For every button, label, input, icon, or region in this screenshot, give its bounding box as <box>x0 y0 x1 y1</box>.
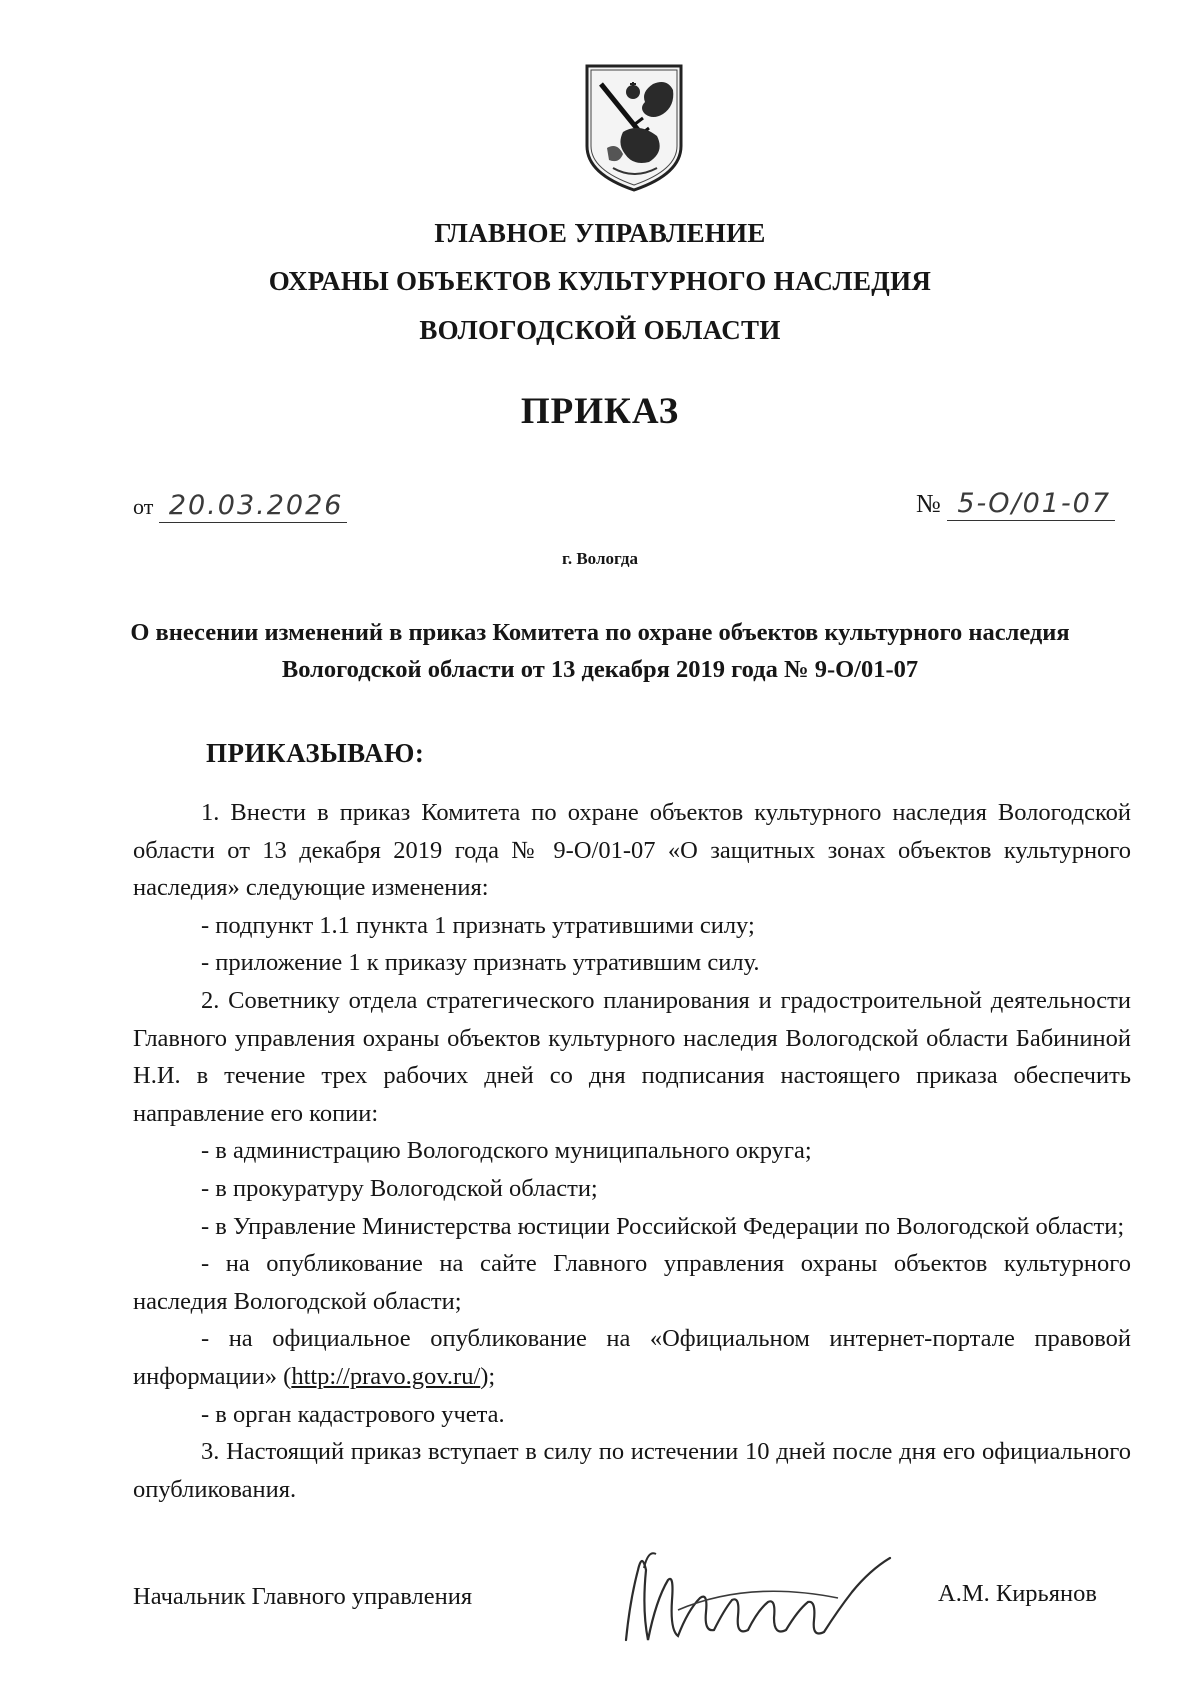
header-line-3: ВОЛОГОДСКОЙ ОБЛАСТИ <box>419 315 781 345</box>
header-line-2: ОХРАНЫ ОБЪЕКТОВ КУЛЬТУРНОГО НАСЛЕДИЯ <box>268 266 932 296</box>
paragraph-3: 3. Настоящий приказ вступает в силу по истечении 10 дней после дня его официального опубликования. <box>133 1438 1131 1503</box>
paragraph-2-item-f: - в орган кадастрового учета. <box>201 1400 505 1428</box>
handwritten-signature-icon <box>608 1540 908 1660</box>
number-value: 5-О/01-07 <box>947 488 1115 521</box>
date-value: 20.03.2026 <box>159 490 348 523</box>
paragraph-2-item-b: - в прокуратуру Вологодской области; <box>201 1174 598 1202</box>
paragraph-2-item-e <box>133 1320 1131 1395</box>
paragraph-1: 1. Внести в приказ Комитета по охране объектов культурного наследия Вологодской области от 13 декабря 2019 года № 9-О/01-07 «О защитных зонах объектов культурного наследия» следующие изменения: <box>133 799 1131 902</box>
header-line-1: ГЛАВНОЕ УПРАВЛЕНИЕ <box>434 218 766 248</box>
pravo-gov-link[interactable]: http://pravo.gov.ru/ <box>291 1362 481 1390</box>
paragraph-2-item-c: - в Управление Министерства юстиции Российской Федерации по Вологодской области; <box>201 1212 1125 1240</box>
paragraph-2-item-e-text: - на официальное опубликование на «Официальном интернет-портале правовой информации» ( <box>133 1325 1131 1390</box>
date-field <box>133 490 347 523</box>
paragraph-2-item-d: - на опубликование на сайте Главного управления охраны объектов культурного наследия Вологодской области; <box>133 1250 1131 1315</box>
city-label: г. Вологда <box>562 549 638 568</box>
number-prefix: № <box>916 489 941 518</box>
paragraph-2-item-e-end: ); <box>480 1362 496 1390</box>
paragraph-2: 2. Советнику отдела стратегического планирования и градостроительной деятельности Главного управления охраны объектов культурного наследия Вологодской области Бабининой Н.И. в течение трех рабочих дней со дня подписания настоящего приказа обеспечить направление его копии: <box>133 986 1131 1127</box>
document-body <box>133 794 1131 1508</box>
signatory-position: Начальник Главного управления <box>133 1583 473 1610</box>
document-subject: О внесении изменений в приказ Комитета по охране объектов культурного наследия Вологодской области от 13 декабря 2019 года № 9-О/01-07 <box>130 619 1070 683</box>
number-field <box>916 488 1115 521</box>
signatory-name: А.М. Кирьянов <box>938 1580 1097 1607</box>
paragraph-1-item-a: - подпункт 1.1 пункта 1 признать утратившими силу; <box>201 911 755 939</box>
paragraph-2-item-a: - в администрацию Вологодского муниципального округа; <box>201 1137 812 1165</box>
date-prefix: от <box>133 494 154 519</box>
coat-of-arms-icon <box>583 62 685 194</box>
paragraph-1-item-b: - приложение 1 к приказу признать утратившим силу. <box>201 949 760 977</box>
order-heading: ПРИКАЗЫВАЮ: <box>206 738 425 768</box>
document-type-title: ПРИКАЗ <box>520 391 680 432</box>
